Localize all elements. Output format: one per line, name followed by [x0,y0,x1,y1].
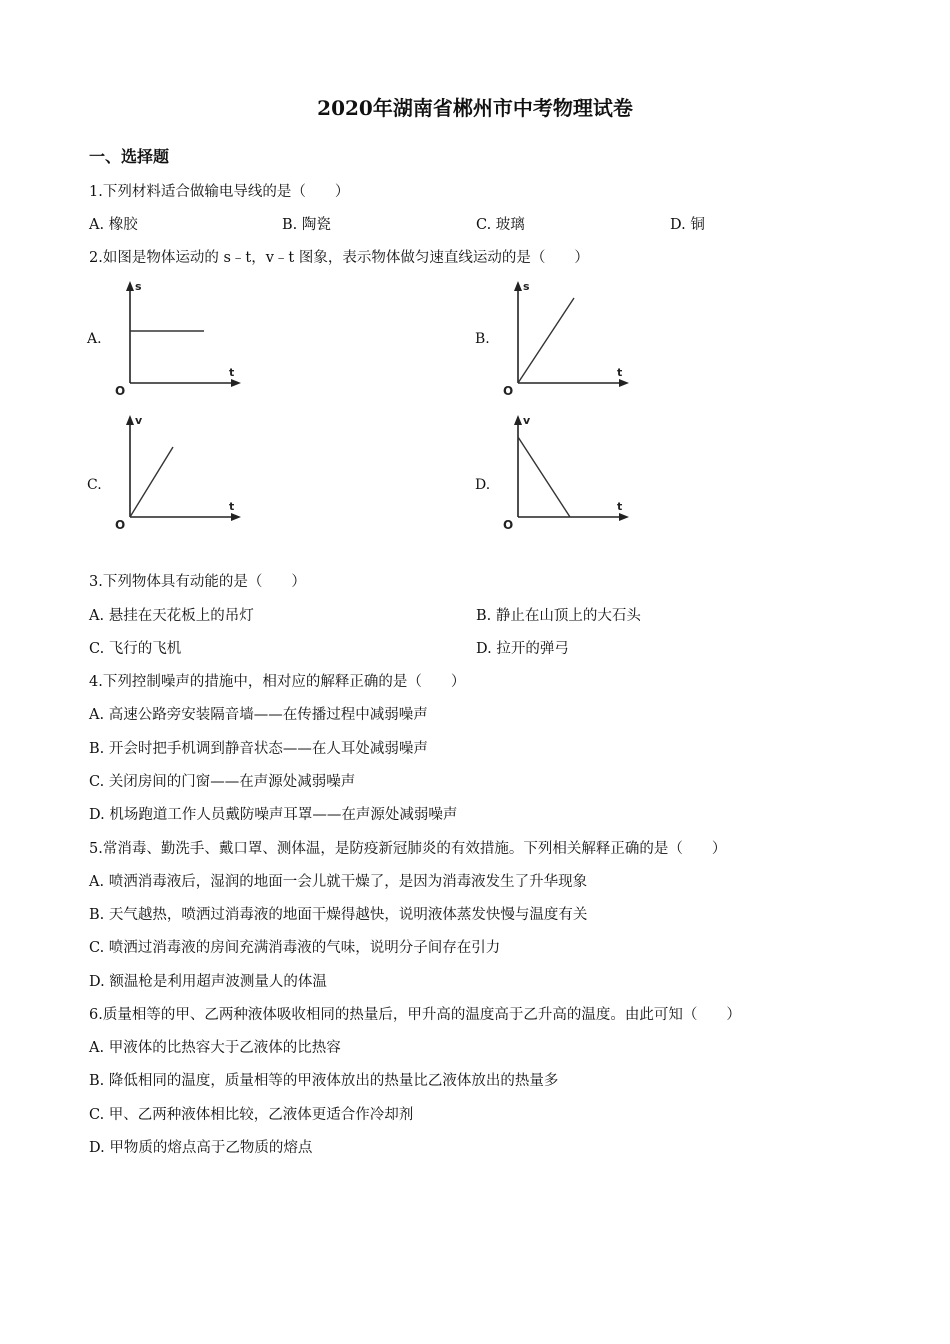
graph-b-origin: O [503,384,514,398]
graph-d-origin: O [503,518,514,532]
graph-b-label: B. [475,331,490,347]
question-6-option-d: D. 甲物质的熔点高于乙物质的熔点 [89,1140,313,1156]
question-4-option-c: C. 关闭房间的门窗——在声源处减弱噪声 [89,774,356,790]
graph-c [110,412,250,532]
question-6-option-c: C. 甲、乙两种液体相比较，乙液体更适合作冷却剂 [89,1107,414,1123]
question-5-stem: 5.常消毒、勤洗手、戴口罩、测体温，是防疫新冠肺炎的有效措施。下列相关解释正确的是（ ） [89,841,727,857]
question-1-option-b: B. 陶瓷 [282,217,331,233]
graph-c-label: C. [87,477,102,493]
graph-b [498,278,638,398]
graph-d-y-arrow [514,415,522,425]
question-4-stem: 4.下列控制噪声的措施中，相对应的解释正确的是（ ） [89,674,466,690]
question-6-stem: 6.质量相等的甲、乙两种液体吸收相同的热量后，甲升高的温度高于乙升高的温度。由此可知（ ） [89,1007,741,1023]
graph-c-ylabel: v [135,414,143,427]
graph-c-line [130,447,173,517]
question-3-option-d: D. 拉开的弹弓 [476,641,569,657]
graph-a [110,278,250,398]
graph-c-x-arrow [231,513,241,521]
question-1-option-d: D. 铜 [670,217,705,233]
graph-d-ylabel: v [523,414,531,427]
graph-b-xlabel: t [617,366,623,379]
graph-d-line [518,437,570,517]
graph-c-y-arrow [126,415,134,425]
question-5-option-b: B. 天气越热，喷洒过消毒液的地面干燥得越快，说明液体蒸发快慢与温度有关 [89,907,588,923]
graph-d-label: D. [475,477,491,493]
question-5-option-d: D. 额温枪是利用超声波测量人的体温 [89,974,327,990]
question-4-option-a: A. 高速公路旁安装隔音墙——在传播过程中减弱噪声 [89,707,428,723]
question-6-option-b: B. 降低相同的温度，质量相等的甲液体放出的热量比乙液体放出的热量多 [89,1073,559,1089]
graph-d [498,412,638,532]
graph-a-x-arrow [231,379,241,387]
question-4-option-b: B. 开会时把手机调到静音状态——在人耳处减弱噪声 [89,741,428,757]
question-5-option-c: C. 喷洒过消毒液的房间充满消毒液的气味，说明分子间存在引力 [89,940,501,956]
question-5-option-a: A. 喷洒消毒液后，湿润的地面一会儿就干燥了，是因为消毒液发生了升华现象 [89,874,588,890]
graph-a-ylabel: s [135,280,142,293]
question-2-stem: 2.如图是物体运动的 s﹣t，v﹣t 图象，表示物体做匀速直线运动的是（ ） [89,250,589,266]
question-1-stem: 1.下列材料适合做输电导线的是（ ） [89,184,350,200]
graph-d-x-arrow [619,513,629,521]
section-heading: 一、选择题 [89,147,170,166]
question-1-option-a: A. 橡胶 [89,217,138,233]
question-6-option-a: A. 甲液体的比热容大于乙液体的比热容 [89,1040,341,1056]
question-4-option-d: D. 机场跑道工作人员戴防噪声耳罩——在声源处减弱噪声 [89,807,458,823]
graph-b-line [518,298,574,383]
graph-a-y-arrow [126,281,134,291]
question-1-option-c: C. 玻璃 [476,217,525,233]
graph-d-xlabel: t [617,500,623,513]
question-3-option-a: A. 悬挂在天花板上的吊灯 [89,608,254,624]
question-3-stem: 3.下列物体具有动能的是（ ） [89,574,306,590]
page-title: 2020年湖南省郴州市中考物理试卷 [317,96,633,120]
graph-b-y-arrow [514,281,522,291]
graph-a-origin: O [115,384,126,398]
graph-b-x-arrow [619,379,629,387]
graph-b-ylabel: s [523,280,530,293]
graph-c-xlabel: t [229,500,235,513]
graph-c-origin: O [115,518,126,532]
question-3-option-c: C. 飞行的飞机 [89,641,182,657]
question-3-option-b: B. 静止在山顶上的大石头 [476,608,641,624]
graph-a-label: A. [87,331,102,347]
graph-a-xlabel: t [229,366,235,379]
